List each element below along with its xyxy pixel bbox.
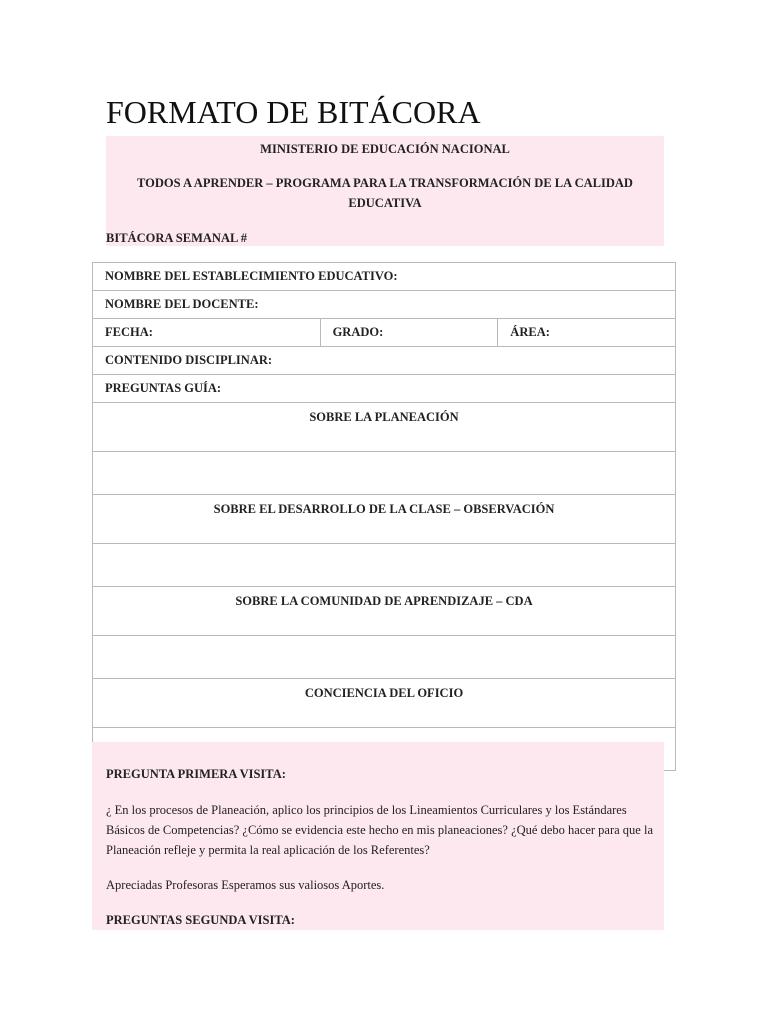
table-row bbox=[93, 375, 676, 403]
section-planning-heading: SOBRE LA PLANEACIÓN bbox=[93, 403, 676, 452]
table-row bbox=[93, 347, 676, 375]
ministry-heading: MINISTERIO DE EDUCACIÓN NACIONAL bbox=[260, 142, 510, 156]
thanks-note: Apreciadas Profesoras Esperamos sus valiosos Aportes. bbox=[106, 878, 385, 892]
section-planning-answer[interactable] bbox=[93, 452, 676, 495]
weekly-log-label: BITÁCORA SEMANAL # bbox=[106, 231, 247, 245]
table-row bbox=[93, 636, 676, 679]
first-visit-question: ¿ En los procesos de Planeación, aplico los principios de los Lineamientos Curriculares y los Estándares Básicos de Competencias? ¿Cómo se evidencia este hecho en mis planeaciones? ¿Qué debo hacer para que la Planeación refleje y permita la real aplicación de los Referentes? bbox=[106, 803, 653, 857]
header-block bbox=[106, 136, 664, 246]
school-name-field[interactable]: NOMBRE DEL ESTABLECIMIENTO EDUCATIVO: bbox=[93, 263, 676, 291]
second-visit-heading: PREGUNTAS SEGUNDA VISITA: bbox=[106, 913, 295, 927]
grade-field[interactable]: GRADO: bbox=[320, 319, 498, 347]
section-class-development-answer[interactable] bbox=[93, 544, 676, 587]
section-learning-community-heading: SOBRE LA COMUNIDAD DE APRENDIZAJE – CDA bbox=[93, 587, 676, 636]
first-visit-heading: PREGUNTA PRIMERA VISITA: bbox=[106, 767, 286, 781]
table-row bbox=[93, 587, 676, 636]
log-form-table bbox=[92, 262, 676, 771]
section-professional-awareness-heading: CONCIENCIA DEL OFICIO bbox=[93, 679, 676, 728]
table-row bbox=[93, 452, 676, 495]
program-heading: TODOS A APRENDER – PROGRAMA PARA LA TRANSFORMACIÓN DE LA CALIDAD EDUCATIVA bbox=[137, 176, 633, 210]
guide-questions-label: PREGUNTAS GUÍA: bbox=[93, 375, 676, 403]
table-row bbox=[93, 291, 676, 319]
page-title: FORMATO DE BITÁCORA bbox=[106, 94, 481, 130]
section-class-development-heading: SOBRE EL DESARROLLO DE LA CLASE – OBSERVACIÓN bbox=[93, 495, 676, 544]
table-row bbox=[93, 679, 676, 728]
table-row bbox=[93, 263, 676, 291]
date-field[interactable]: FECHA: bbox=[93, 319, 321, 347]
content-field[interactable]: CONTENIDO DISCIPLINAR: bbox=[93, 347, 676, 375]
teacher-name-field[interactable]: NOMBRE DEL DOCENTE: bbox=[93, 291, 676, 319]
table-row bbox=[93, 544, 676, 587]
table-row bbox=[93, 319, 676, 347]
questions-block bbox=[92, 742, 664, 930]
table-row bbox=[93, 403, 676, 452]
table-row bbox=[93, 495, 676, 544]
area-field[interactable]: ÁREA: bbox=[498, 319, 676, 347]
section-learning-community-answer[interactable] bbox=[93, 636, 676, 679]
